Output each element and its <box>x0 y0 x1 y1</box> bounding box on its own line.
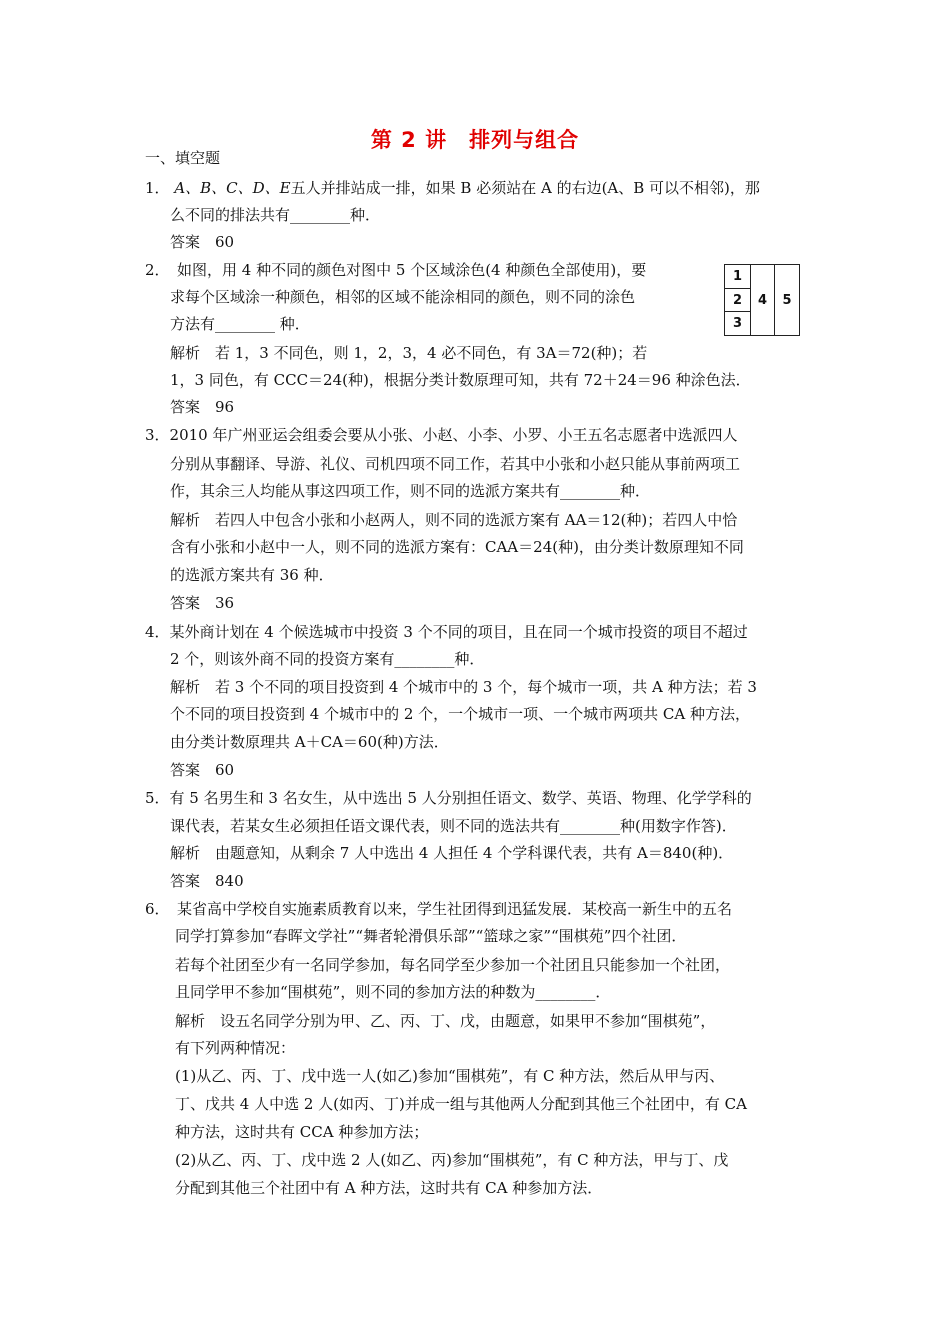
q2-analysis-1: 解析 若 1，3 不同色，则 1，2，3，4 必不同色，有 3A＝72(种)；若 <box>170 344 648 362</box>
q3-line-3: 作，其余三人均能从事这四项工作，则不同的选派方案共有________种． <box>170 482 651 500</box>
q6-analysis-1: 解析 设五名同学分别为甲、乙、丙、丁、戊，由题意，如果甲不参加“围棋苑”， <box>175 1012 716 1030</box>
region-2: 2 <box>725 289 751 312</box>
q1-line-2: 么不同的排法共有________种． <box>170 206 381 224</box>
region-coloring-figure <box>724 264 800 336</box>
section-heading: 一、填空题 <box>145 149 221 167</box>
q2-answer: 答案 96 <box>170 398 235 416</box>
q3-line-1: 3．2010 年广州亚运会组委会要从小张、小赵、小李、小罗、小王五名志愿者中选派四人 <box>145 426 738 444</box>
q2-line-2: 求每个区域涂一种颜色，相邻的区域不能涂相同的颜色，则不同的涂色 <box>170 288 636 306</box>
q6-line-4: 且同学甲不参加“围棋苑”，则不同的参加方法的种数为________． <box>175 983 611 1001</box>
q6-analysis-3: (1)从乙、丙、丁、戊中选一人(如乙)参加“围棋苑”，有 C 种方法，然后从甲与丙、 <box>175 1067 725 1085</box>
q6-analysis-4: 丁、戊共 4 人中选 2 人(如丙、丁)并成一组与其他两人分配到其他三个社团中，有 CA <box>175 1095 747 1113</box>
q2-analysis-2: 1，3 同色，有 CCC＝24(种)，根据分类计数原理可知，共有 72＋24＝96 种涂色法． <box>170 371 751 389</box>
q6-analysis-2: 有下列两种情况： <box>175 1039 296 1057</box>
q4-line-2: 2 个，则该外商不同的投资方案有________种． <box>170 650 485 668</box>
q5-line-2: 课代表，若某女生必须担任语文课代表，则不同的选法共有________种(用数字作答)． <box>170 817 737 835</box>
region-4: 4 <box>751 265 775 335</box>
q1-line-1 <box>145 178 760 198</box>
q3-analysis-3: 的选派方案共有 36 种． <box>170 566 334 584</box>
q2-line-3: 方法有________ 种． <box>170 315 310 333</box>
q3-analysis-1: 解析 若四人中包含小张和小赵两人，则不同的选派方案有 AA＝12(种)；若四人中恰 <box>170 511 738 529</box>
region-3: 3 <box>725 312 751 335</box>
q3-line-2: 分别从事翻译、导游、礼仪、司机四项不同工作，若其中小张和小赵只能从事前两项工 <box>170 455 741 473</box>
q5-line-1: 5．有 5 名男生和 3 名女生，从中选出 5 人分别担任语文、数学、英语、物理、化学学科的 <box>145 789 752 807</box>
q5-answer: 答案 840 <box>170 872 244 890</box>
q1-vars: A、B、C、D、E <box>174 179 291 197</box>
q5-analysis-1: 解析 由题意知，从剩余 7 人中选出 4 人担任 4 个学科课代表，共有 A＝840(种)． <box>170 844 734 862</box>
q6-line-3: 若每个社团至少有一名同学参加，每名同学至少参加一个社团且只能参加一个社团， <box>175 956 731 974</box>
region-5: 5 <box>782 292 792 308</box>
region-1: 1 <box>725 265 751 289</box>
q2-line-1: 2． 如图，用 4 种不同的颜色对图中 5 个区域涂色(4 种颜色全部使用)，要 <box>145 261 647 279</box>
page-title: 第 2 讲 排列与组合 <box>370 128 580 152</box>
q6-analysis-5: 种方法，这时共有 CCA 种参加方法； <box>175 1123 429 1141</box>
q6-line-1: 6． 某省高中学校自实施素质教育以来，学生社团得到迅猛发展．某校高一新生中的五名 <box>145 900 733 918</box>
q6-line-2: 同学打算参加“春晖文学社”“舞者轮滑俱乐部”“篮球之家”“围棋苑”四个社团． <box>175 927 687 945</box>
q3-answer: 答案 36 <box>170 594 235 612</box>
q4-analysis-1: 解析 若 3 个不同的项目投资到 4 个城市中的 3 个，每个城市一项，共 A 种方法；若 3 <box>170 678 757 696</box>
q6-analysis-6: (2)从乙、丙、丁、戊中选 2 人(如乙、丙)参加“围棋苑”，有 C 种方法，甲与丁、戊 <box>175 1151 729 1169</box>
q1-text: 五人并排站成一排，如果 B 必须站在 A 的右边(A、B 可以不相邻)，那 <box>290 179 760 197</box>
q6-analysis-7: 分配到其他三个社团中有 A 种方法，这时共有 CA 种参加方法． <box>175 1179 603 1197</box>
q4-line-1: 4．某外商计划在 4 个候选城市中投资 3 个不同的项目，且在同一个城市投资的项目不超过 <box>145 623 748 641</box>
q4-analysis-3: 由分类计数原理共 A＋CA＝60(种)方法． <box>170 733 449 751</box>
q4-answer: 答案 60 <box>170 761 235 779</box>
q3-analysis-2: 含有小张和小赵中一人，则不同的选派方案有：CAA＝24(种)，由分类计数原理知不同 <box>170 538 744 556</box>
q4-analysis-2: 个不同的项目投资到 4 个城市中的 2 个，一个城市一项、一个城市两项共 CA 种方法， <box>170 705 751 723</box>
q1-answer: 答案 60 <box>170 233 235 251</box>
q1-number: 1． <box>145 179 170 197</box>
